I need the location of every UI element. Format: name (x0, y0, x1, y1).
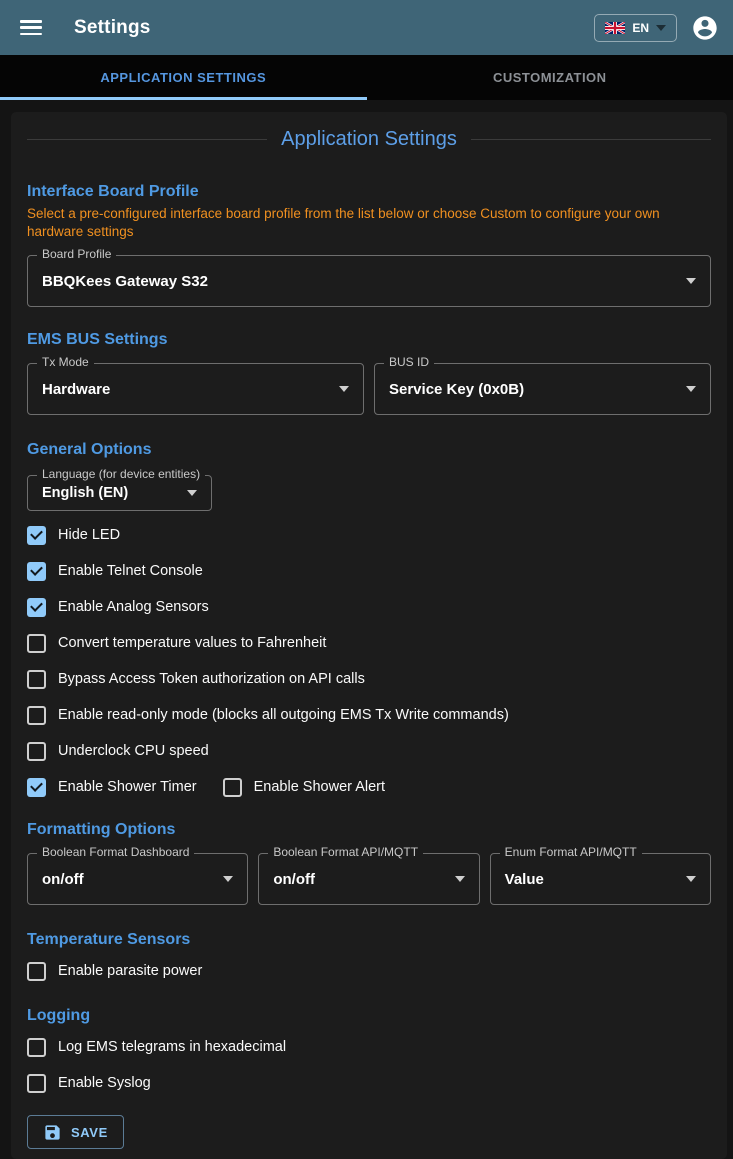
checkbox-icon[interactable] (27, 670, 46, 689)
checkbox-bypass-token[interactable] (27, 670, 365, 689)
language-selector[interactable] (594, 14, 677, 42)
section-title-formatting: Formatting Options (27, 821, 711, 839)
checkbox-icon[interactable] (27, 1074, 46, 1093)
checkbox-icon[interactable] (27, 1038, 46, 1057)
bool-format-api-select[interactable] (258, 853, 479, 905)
chevron-down-icon (656, 25, 666, 31)
section-title-ems-bus: EMS BUS Settings (27, 331, 711, 349)
tx-mode-select[interactable] (27, 363, 364, 415)
checkbox-icon[interactable] (27, 562, 46, 581)
app-bar (0, 0, 733, 55)
tab-application-settings[interactable]: APPLICATION SETTINGS (0, 55, 367, 100)
checkbox-parasite-power[interactable] (27, 962, 202, 981)
language-select[interactable] (27, 475, 212, 511)
dropdown-arrow-icon (187, 490, 197, 496)
board-profile-select[interactable] (27, 255, 711, 307)
checkbox-icon[interactable] (27, 962, 46, 981)
bool-format-api-value: on/off (273, 871, 454, 888)
checkbox-fahrenheit[interactable] (27, 634, 326, 653)
checkbox-icon[interactable] (27, 634, 46, 653)
checkbox-enable-telnet[interactable] (27, 562, 203, 581)
dropdown-arrow-icon (339, 386, 349, 392)
language-value: English (EN) (42, 485, 187, 501)
dropdown-arrow-icon (686, 876, 696, 882)
section-title-interface-board: Interface Board Profile (27, 183, 711, 201)
checkbox-shower-alert[interactable] (223, 778, 385, 797)
checkbox-label: Enable read-only mode (blocks all outgoing EMS Tx Write commands) (58, 707, 509, 723)
section-title-general: General Options (27, 441, 711, 459)
tab-bar (0, 55, 733, 100)
save-button-label: SAVE (71, 1125, 108, 1140)
checkbox-label: Log EMS telegrams in hexadecimal (58, 1039, 286, 1055)
checkbox-log-hex[interactable] (27, 1038, 286, 1057)
uk-flag-icon (605, 22, 625, 34)
checkbox-shower-timer[interactable] (27, 778, 197, 797)
bool-format-dashboard-label: Boolean Format Dashboard (37, 845, 194, 859)
settings-panel (11, 112, 727, 1159)
tx-mode-label: Tx Mode (37, 355, 94, 369)
menu-icon[interactable] (20, 20, 42, 35)
checkbox-label: Underclock CPU speed (58, 743, 209, 759)
board-profile-help-text: Select a pre-configured interface board profile from the list below or choose Custom to configure your own hardware settings (27, 205, 711, 241)
section-title-logging: Logging (27, 1007, 711, 1025)
save-button[interactable] (27, 1115, 124, 1149)
checkbox-label: Enable Shower Alert (254, 779, 385, 795)
checkbox-label: Bypass Access Token authorization on API calls (58, 671, 365, 687)
enum-format-api-select[interactable] (490, 853, 711, 905)
bus-id-value: Service Key (0x0B) (389, 381, 686, 398)
checkbox-icon[interactable] (27, 526, 46, 545)
page-title-row (27, 128, 711, 151)
bool-format-api-label: Boolean Format API/MQTT (268, 845, 423, 859)
enum-format-api-value: Value (505, 871, 686, 888)
bool-format-dashboard-value: on/off (42, 871, 223, 888)
bool-format-dashboard-select[interactable] (27, 853, 248, 905)
app-title: Settings (74, 17, 151, 39)
checkbox-label: Hide LED (58, 527, 120, 543)
dropdown-arrow-icon (455, 876, 465, 882)
checkbox-readonly-mode[interactable] (27, 706, 509, 725)
checkbox-icon[interactable] (27, 742, 46, 761)
checkbox-hide-led[interactable] (27, 526, 120, 545)
checkbox-label: Enable Telnet Console (58, 563, 203, 579)
language-code: EN (632, 21, 649, 35)
checkbox-underclock-cpu[interactable] (27, 742, 209, 761)
board-profile-label: Board Profile (37, 247, 116, 261)
checkbox-icon[interactable] (27, 598, 46, 617)
checkbox-icon[interactable] (223, 778, 242, 797)
dropdown-arrow-icon (686, 278, 696, 284)
checkbox-enable-analog-sensors[interactable] (27, 598, 209, 617)
board-profile-value: BBQKees Gateway S32 (42, 273, 686, 290)
checkbox-label: Convert temperature values to Fahrenheit (58, 635, 326, 651)
tx-mode-value: Hardware (42, 381, 339, 398)
bus-id-select[interactable] (374, 363, 711, 415)
checkbox-label: Enable Analog Sensors (58, 599, 209, 615)
checkbox-label: Enable parasite power (58, 963, 202, 979)
divider (27, 139, 267, 140)
divider (471, 139, 711, 140)
bus-id-label: BUS ID (384, 355, 434, 369)
checkbox-icon[interactable] (27, 706, 46, 725)
checkbox-enable-syslog[interactable] (27, 1074, 151, 1093)
dropdown-arrow-icon (223, 876, 233, 882)
tab-customization[interactable]: CUSTOMIZATION (367, 55, 733, 100)
section-title-temperature: Temperature Sensors (27, 931, 711, 949)
save-icon (43, 1123, 62, 1142)
enum-format-api-label: Enum Format API/MQTT (500, 845, 642, 859)
language-label: Language (for device entities) (37, 467, 205, 481)
dropdown-arrow-icon (686, 386, 696, 392)
account-icon[interactable] (691, 14, 719, 42)
checkbox-label: Enable Shower Timer (58, 779, 197, 795)
general-checkbox-list (27, 517, 711, 805)
checkbox-label: Enable Syslog (58, 1075, 151, 1091)
page-title: Application Settings (281, 128, 457, 151)
checkbox-icon[interactable] (27, 778, 46, 797)
